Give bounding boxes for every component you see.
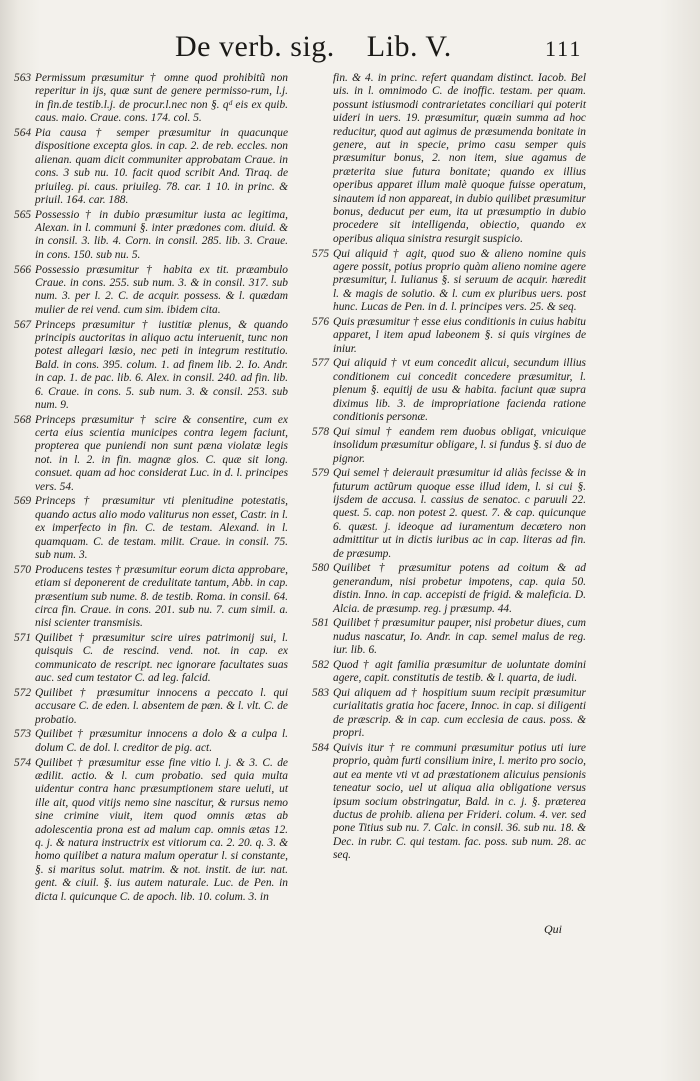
entry-text: Princeps † præsumitur vti plenitudine potestatis, quando actus alio modo valiturus non esset, Castr. in l. ex imperfecto in fin. C. de testam. Alexand. in l. quamquam. C. de testam. milit. Craue. in consil. 75. sub num. 3. xyxy=(35,495,288,561)
entry-text: Qui aliquid † agit, quod suo & alieno nomine quis agere possit, potius proprio quàm alieno nomine agere præsumitur, l. Iulianus §. si seruum de acquir. hæredit l. & magis de solutio. & l. cum ex pluribus uers. post hunc. Lucas de Pen. in d. l. principes vers. 25. & seq. xyxy=(333,247,586,314)
entry xyxy=(14,756,288,904)
entry-number: 564 xyxy=(14,126,32,139)
entry-number: 571 xyxy=(14,632,32,645)
entry-number: 567 xyxy=(14,318,32,331)
entry xyxy=(312,562,586,616)
entry-number: 572 xyxy=(14,686,32,699)
entry-number: 566 xyxy=(14,263,32,276)
entry xyxy=(14,495,288,562)
entry-text: Qui aliquid † vt eum concedit alicui, secundum illius conditionem cui concedit concedere præsumitur, l. plenum §. equitij de usu & habita. faciunt quæ supra diximus lib. 3. de impropriatione facienda ratione conditionis personæ. xyxy=(333,357,586,424)
entry-number: 563 xyxy=(14,72,32,84)
entry xyxy=(14,318,288,413)
entry-number: 569 xyxy=(14,495,32,508)
entry-number: 568 xyxy=(14,413,32,426)
running-title-left: De verb. sig. xyxy=(175,30,335,63)
entry-text: Qui semel † deierauit præsumitur id aliàs fecisse & in futurum actũrum quoque esse illud idem, l. si cui §. ijsdem de accusa. l. cassius de senatoc. c paruuli 22. quest. 5. cap. non potest 2. quest. 7. & cap. quicunque 6. quæst. j. ideoque ad iuramentum decætero non admittitur ut in dictis iuribus ac in cap. literas ad fin. de præsump. xyxy=(333,467,586,560)
entry xyxy=(312,658,586,686)
entry-text: Permissum præsumitur † omne quod prohibitũ non reperitur in ijs, quæ sunt de genere permisso-rum, l.j. in fin.de testib.l.j. de procur.l.nec non §. qᵈ eis ex quib. caus. maio. Craue. cons. 174. col. 5. xyxy=(35,72,288,125)
entry-text: Possessio præsumitur † habita ex tit. præambulo Craue. in cons. 255. sub num. 3. & in consil. 317. sub num. 3. per l. 2. C. de acquir. possess. & l. quædam mulier de rei vend. cum sim. ibidem cita. xyxy=(35,263,288,316)
entry xyxy=(14,72,288,126)
entry-number: 579 xyxy=(312,467,330,480)
entry-number: 577 xyxy=(312,357,330,370)
entry xyxy=(14,208,288,263)
entry-text: Quis præsumitur † esse eius conditionis in cuius habitu apparet, l item apud labeonem §. si quis virgines de iniur. xyxy=(333,315,586,355)
entry-number: 580 xyxy=(312,562,330,575)
entry xyxy=(312,357,586,424)
entry xyxy=(14,686,288,727)
entry xyxy=(312,315,586,356)
entry xyxy=(316,72,586,246)
entry xyxy=(14,563,288,631)
running-head xyxy=(175,30,452,64)
entry xyxy=(14,728,288,755)
entry-number: 578 xyxy=(312,425,330,438)
entry xyxy=(14,263,288,318)
entry-text: Quilibet † præsumitur innocens a peccato l. qui accusare C. de eden. l. absentem de pæn. & l. vlt. C. de probatio. xyxy=(35,686,288,726)
entry-number: 581 xyxy=(312,617,330,630)
entry-number: 576 xyxy=(312,315,330,328)
entry-text: Producens testes † præsumitur eorum dicta approbare, etiam si deponerent de credulitate tantum, Abb. in cap. præsentium sub nume. 8. de testib. Roma. in consil. 64. circa fin. Craue. in cons. 201. sub nu. 7. cum simil. a. nisi scienter transmisis. xyxy=(35,563,288,630)
entry xyxy=(14,413,288,494)
entry-text: Princeps præsumitur † iustitiæ plenus, & quando principis auctoritas in aliquo actu interuenit, tunc non potest allegari læsio, nec peti in integrum restitutio. Bald. in cons. 395. colum. 1. ad finem lib. 2. Io. Andr. in cap. 1. de pac. lib. 6. Alex. in consil. 240. ad fin. lib. 6. Craue. in cons. 5. sub num. 3. & consil. 253. sub num. 9. xyxy=(35,318,288,411)
entry-text: Qui aliquem ad † hospitium suum recipit præsumitur curialitatis gratia hoc facere, Innoc. in cap. si diligenti de præscrip. & in cap. cum ecclesia de caus. poss. & propri. xyxy=(333,686,586,740)
right-column xyxy=(312,72,586,864)
entry xyxy=(312,617,586,657)
left-column xyxy=(14,72,288,905)
entry-text: Quilibet † præsumitur esse fine vitio l. j. & 3. C. de ædilit. actio. & l. cum probatio. sed quia multa uidentur contra hanc præsumptionem stare ueluti, ut ille ait, quod vitijs nemo sine nascitur, & rursus nemo sine crimine viuit, item quod omnis ætas ab adolescentia prona est ad malum cap. omnis ætas 12. q. j. & natura instructrix est vitiorum ca. 2. 20. q. 3. & homo quilibet a natura malum operatur l. si constante, §. si maritus solut. matrim. & not. instit. de iur. nat. gent. & ciuil. §. ius autem naturale. Luc. de Pen. in dicta l. quicunque C. de apoch. lib. 10. colum. 3. in xyxy=(35,756,288,903)
catchword: Qui xyxy=(544,922,562,936)
entry xyxy=(312,467,586,561)
running-title-right: Lib. V. xyxy=(366,30,452,63)
entry-number: 574 xyxy=(14,756,32,769)
entry xyxy=(312,247,586,315)
entry-text: Quilibet † præsumitur potens ad coitum & ad generandum, nisi probetur impotens, cap. quia 50. distin. Inno. in cap. accepisti de frigid. & maleficia. D. Alcia. de præsump. reg. j præsump. 44. xyxy=(333,562,586,615)
entry-text: Quivis itur † re communi præsumitur potius uti iure proprio, quàm furti consilium inire, l. merito pro socio, aut ea mente vti vt ad præstationem alicuius pensionis teneatur socio, uel ut aliqua alia obligatione versus ipsum socium obstringatur, Bald. in c. j. §. præterea ductus de prohib. aliena per Frideri. colum. 4. ver. sed pone Titius sub nu. 7. Calc. in consil. 36. sub nu. 18. & Dec. in rubr. C. qui testam. fac. poss. sub num. 28. ac seq. xyxy=(333,741,586,862)
entry-number: 573 xyxy=(14,728,32,741)
entry-text: Quilibet † præsumitur scire uires patrimonij sui, l. quisquis C. de rescind. vend. not. in cap. ex communicato de rescript. nec ignorare facultates suas auc. sed cum testator C. ad leg. falcid. xyxy=(35,632,288,685)
entry-text: Qui simul † eandem rem duobus obligat, vnicuique insolidum præsumitur obligare, l. si fundus §. si duo de pignor. xyxy=(333,425,586,465)
folio-number: 111 xyxy=(545,36,583,61)
entry-text: Quod † agit familia præsumitur de uoluntate domini agere, capit. constitutis de testib. & l. quarta, de iudi. xyxy=(333,658,586,685)
entry xyxy=(312,741,586,863)
entry-number: 575 xyxy=(312,247,330,260)
entry xyxy=(312,425,586,466)
entry-number: 582 xyxy=(312,658,330,671)
entry-text: Quilibet † præsumitur innocens a dolo & a culpa l. dolum C. de dol. l. creditor de pig. act. xyxy=(35,728,288,754)
entry-text: fin. & 4. in princ. refert quandam distinct. Iacob. Bel uis. in l. omnimodo C. de inoffic. testam. per quam. possunt istiusmodi contrarietates conciliari qui poterit uideri in uers. 19. præsumitur, quæin summa ad hoc reducitur, quod aut agimus de præsumenda bonitate in genere, aut in specie, primo casu semper quis præsumitur bonus, 2. non item, siue agamus de præterita siue futura bonitate; quando ex illius operibus apparet illum malè quoque fuisse operatum, sinautem id non appareat, in dubio quilibet præsumitur bonus, deducut per eum, ita ut præsumptio in dubio procedere sit intelligenda, obiectio, quando ex operibus aliqua sinistra resurgit suspicio. xyxy=(333,72,586,245)
entry-text: Quilibet † præsumitur pauper, nisi probetur diues, cum nudus nascatur, Io. Andr. in cap. semel malus de reg. iur. lib. 6. xyxy=(333,617,586,657)
entry-number: 565 xyxy=(14,208,32,221)
entry-number: 583 xyxy=(312,686,330,699)
page-header xyxy=(0,28,700,68)
entry xyxy=(312,686,586,741)
entry-number: 584 xyxy=(312,741,330,754)
entry xyxy=(14,632,288,686)
entry-text: Possessio † in dubio præsumitur iusta ac legitima, Alexan. in l. communi §. inter prædones com. diuid. & in consil. 3. lib. 4. Corn. in consil. 285. lib. 3. Craue. in cons. 150. sub nu. 5. xyxy=(35,208,288,261)
entry-number: 570 xyxy=(14,563,32,576)
entry xyxy=(14,126,288,207)
entry-text: Pia causa † semper præsumitur in quacunque dispositione excepta glos. in cap. 2. de reb. eccles. non alienan. quam dicit communiter approbatam Craue. in cons. 3 sub nu. 10. facit quod scribit And. Tiraq. de priuileg. pi. caus. priuileg. 78. car. 1 10. in princ. & priuil. 164. car. 188. xyxy=(35,126,288,206)
entry-text: Princeps præsumitur † scire & consentire, cum ex certa eius scientia municipes contra legem faciunt, propterea que puniendi non sunt pæna violatæ legis not. in l. 2. in fin. magnæ glos. C. quæ sit long. consuet. quam ad hoc considerat Luc. in d. l. principes vers. 54. xyxy=(35,413,288,493)
